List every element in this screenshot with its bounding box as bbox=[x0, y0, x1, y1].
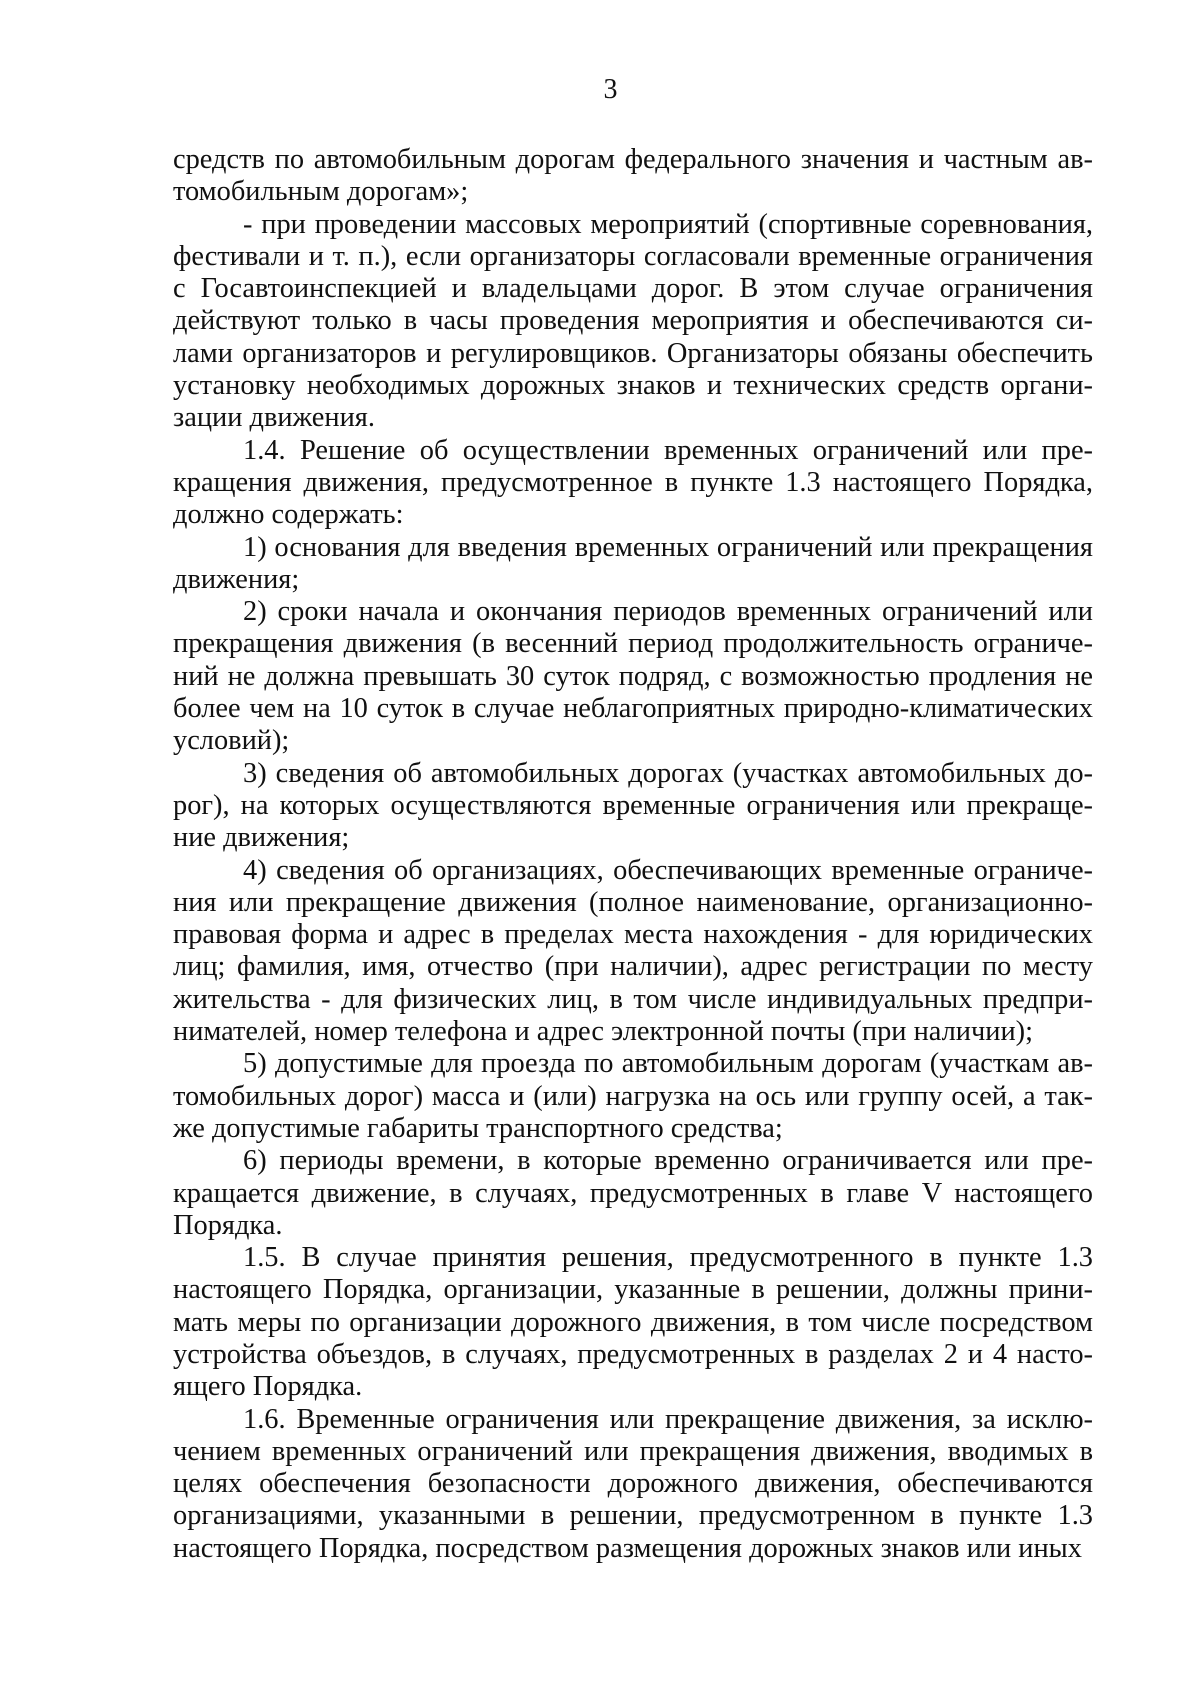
text-line: прекращения движения (в весенний период продолжительность ограниче- bbox=[173, 628, 1093, 660]
text-line: мать меры по организации дорожного движения, в том числе посредством bbox=[173, 1306, 1093, 1338]
paragraph bbox=[173, 144, 1093, 209]
page-number: 3 bbox=[603, 74, 618, 105]
text-line: 4) сведения об организациях, обеспечивающих временные ограниче- bbox=[243, 854, 1093, 886]
text-line: 2) сроки начала и окончания периодов временных ограничений или bbox=[243, 596, 1093, 628]
text-line: кращения движения, предусмотренное в пункте 1.3 настоящего Порядка, bbox=[173, 466, 1093, 498]
paragraph bbox=[173, 209, 1093, 435]
text-line: установку необходимых дорожных знаков и технических средств органи- bbox=[173, 370, 1093, 402]
paragraph bbox=[173, 435, 1093, 532]
paragraph bbox=[173, 1048, 1093, 1145]
text-line: чением временных ограничений или прекращения движения, вводимых в bbox=[173, 1435, 1093, 1467]
text-line: настоящего Порядка, посредством размещения дорожных знаков или иных bbox=[173, 1532, 1082, 1564]
text-line: 1.4. Решение об осуществлении временных ограничений или пре- bbox=[243, 434, 1093, 466]
text-line: условий); bbox=[173, 725, 290, 757]
paragraph bbox=[173, 1242, 1093, 1403]
text-line: - при проведении массовых мероприятий (спортивные соревнования, bbox=[243, 208, 1093, 240]
text-line: действуют только в часы проведения мероприятия и обеспечиваются си- bbox=[173, 305, 1093, 337]
text-line: должно содержать: bbox=[173, 499, 404, 531]
text-line: рог), на которых осуществляются временные ограничения или прекраще- bbox=[173, 789, 1093, 821]
paragraph bbox=[173, 1404, 1093, 1565]
text-line: ние движения; bbox=[173, 822, 350, 854]
text-line: лиц; фамилия, имя, отчество (при наличии), адрес регистрации по месту bbox=[173, 951, 1093, 983]
text-line: томобильным дорогам»; bbox=[173, 176, 469, 208]
text-line: правовая форма и адрес в пределах места нахождения - для юридических bbox=[173, 919, 1093, 951]
text-line: 6) периоды времени, в которые временно ограничивается или пре- bbox=[243, 1145, 1093, 1177]
text-line: движения; bbox=[173, 563, 300, 595]
paragraph bbox=[173, 532, 1093, 597]
text-line: кращается движение, в случаях, предусмотренных в главе V настоящего bbox=[173, 1177, 1093, 1209]
document-body bbox=[173, 144, 1093, 1565]
text-line: ний не должна превышать 30 суток подряд, с возможностью продления не bbox=[173, 660, 1093, 692]
text-line: 5) допустимые для проезда по автомобильным дорогам (участкам ав- bbox=[243, 1048, 1093, 1080]
text-line: 1) основания для введения временных ограничений или прекращения bbox=[243, 531, 1093, 563]
text-line: ящего Порядка. bbox=[173, 1371, 363, 1403]
paragraph bbox=[173, 596, 1093, 757]
text-line: томобильных дорог) масса и (или) нагрузка на ось или группу осей, а так- bbox=[173, 1080, 1093, 1112]
text-line: организациями, указанными в решении, предусмотренном в пункте 1.3 bbox=[173, 1500, 1093, 1532]
text-line: 1.6. Временные ограничения или прекращение движения, за исклю- bbox=[243, 1403, 1093, 1435]
text-line: Порядка. bbox=[173, 1209, 283, 1241]
text-line: ния или прекращение движения (полное наименование, организационно- bbox=[173, 886, 1093, 918]
paragraph bbox=[173, 855, 1093, 1049]
text-line: фестивали и т. п.), если организаторы согласовали временные ограничения bbox=[173, 240, 1093, 272]
text-line: устройства объездов, в случаях, предусмотренных в разделах 2 и 4 насто- bbox=[173, 1338, 1093, 1370]
text-line: настоящего Порядка, организации, указанные в решении, должны прини- bbox=[173, 1274, 1093, 1306]
text-line: же допустимые габариты транспортного средства; bbox=[173, 1112, 783, 1144]
text-line: нимателей, номер телефона и адрес электронной почты (при наличии); bbox=[173, 1016, 1033, 1048]
text-line: целях обеспечения безопасности дорожного движения, обеспечиваются bbox=[173, 1468, 1093, 1500]
text-line: 3) сведения об автомобильных дорогах (участках автомобильных до- bbox=[243, 757, 1093, 789]
text-line: 1.5. В случае принятия решения, предусмотренного в пункте 1.3 bbox=[243, 1242, 1093, 1274]
text-line: жительства - для физических лиц, в том числе индивидуальных предпри- bbox=[173, 983, 1093, 1015]
text-line: лами организаторов и регулировщиков. Организаторы обязаны обеспечить bbox=[173, 337, 1093, 369]
paragraph bbox=[173, 1145, 1093, 1242]
text-line: более чем на 10 суток в случае неблагоприятных природно-климатических bbox=[173, 693, 1093, 725]
text-line: зации движения. bbox=[173, 402, 375, 434]
text-line: с Госавтоинспекцией и владельцами дорог. В этом случае ограничения bbox=[173, 273, 1093, 305]
paragraph bbox=[173, 758, 1093, 855]
text-line: средств по автомобильным дорогам федерального значения и частным ав- bbox=[173, 144, 1093, 175]
